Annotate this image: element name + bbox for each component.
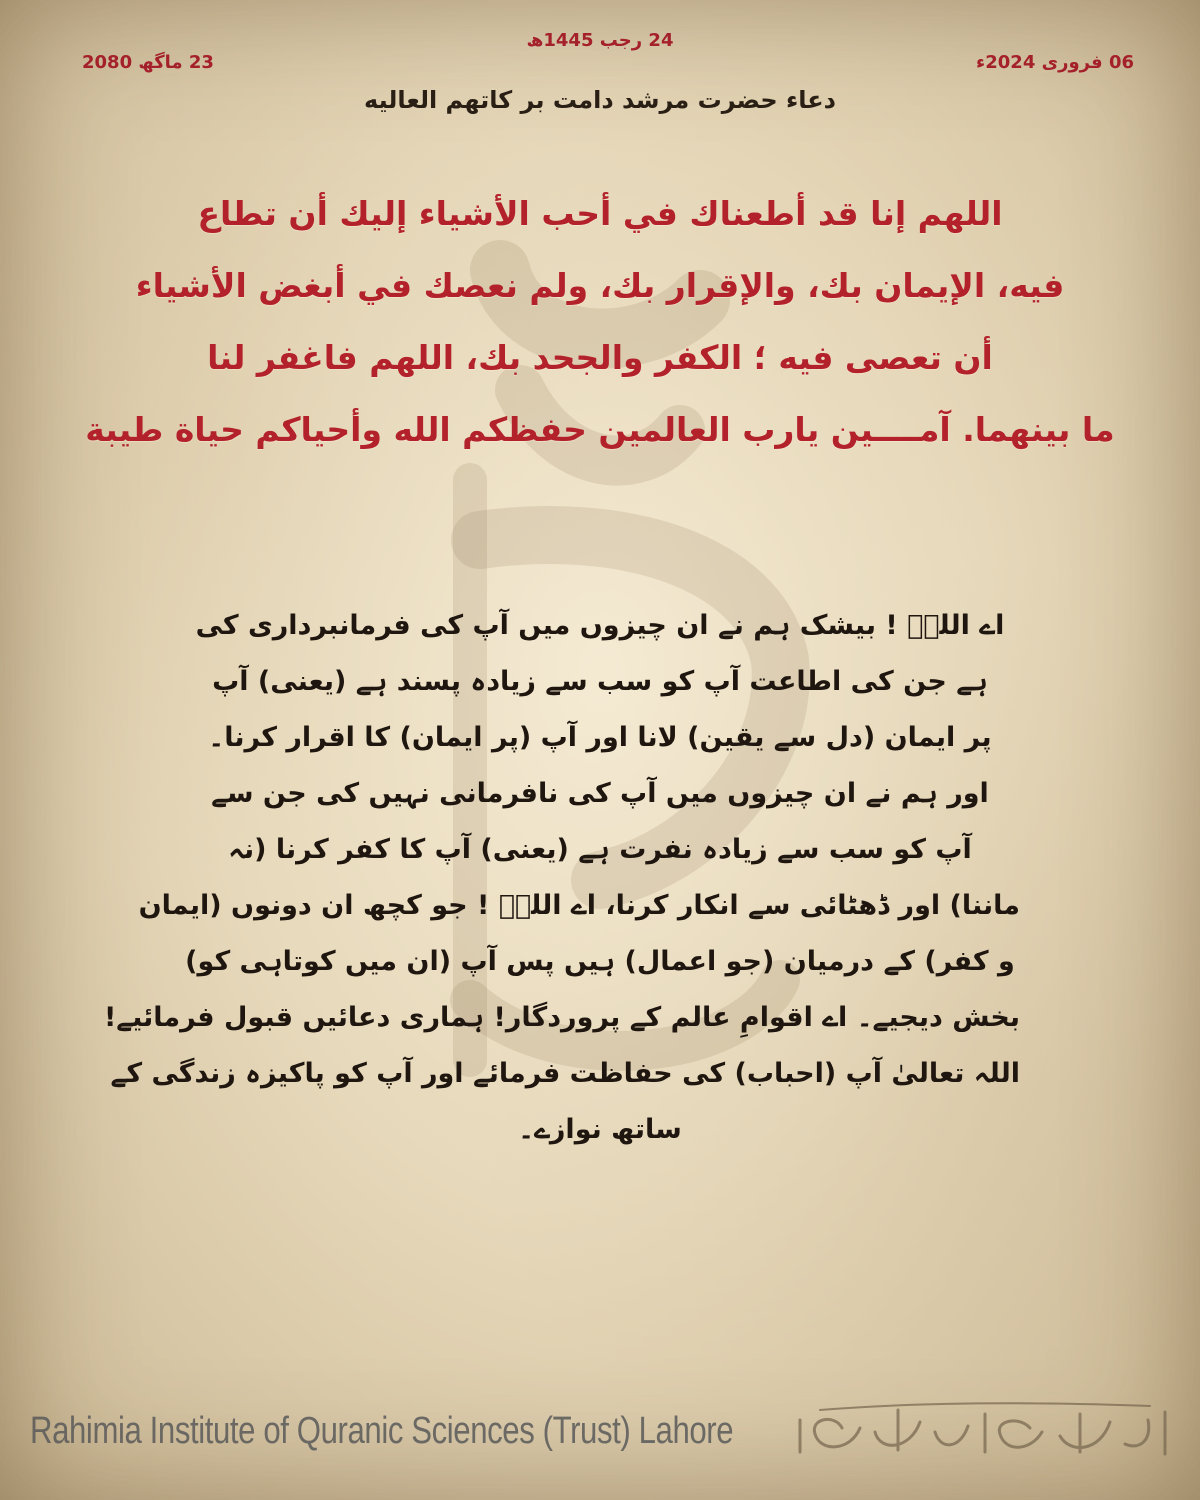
urdu-translation-line: بخش دیجیے۔ اے اقوامِ عالم کے پروردگار! ہماری دعائیں قبول فرمائیے! [103,1002,1020,1033]
arabic-dua-line: فيه، الإيمان بك، والإقرار بك، ولم نعصك في أبغض الأشياء [135,266,1065,305]
institute-calligraphy-logo-icon [780,1392,1180,1472]
arabic-dua [80,178,1120,466]
arabic-dua-line: اللهم إنا قد أطعناك في أحب الأشياء إليك أن تطاع [197,194,1003,233]
urdu-translation-line: اے اللہؐ ! بیشک ہم نے ان چیزوں میں آپ کی فرمانبرداری کی [195,610,1005,641]
urdu-translation-line: ساتھ نوازے۔ [518,1114,682,1145]
gregorian-date: 06 فروری 2024ء [976,52,1134,73]
urdu-translation-line: اللہ تعالیٰ آپ (احباب) کی حفاظت فرمائے اور آپ کو پاکیزہ زندگی کے [110,1058,1020,1089]
institute-name-english: Rahimia Institute of Quranic Sciences (Trust) Lahore [30,1410,734,1452]
urdu-translation [103,598,1020,1158]
urdu-translation-line: ہے جن کی اطاعت آپ کو سب سے زیادہ پسند ہے (یعنی) آپ [212,666,988,697]
hijri-date: 24 رجب 1445ھ [526,30,674,51]
urdu-translation-line: و کفر) کے درمیان (جو اعمال) ہیں پس آپ (ان میں کوتاہی کو) [185,946,1015,977]
arabic-dua-line: ما بينهما. آمــــين يارب العالمين حفظكم الله وأحياكم حياة طيبة [85,410,1115,449]
page-heading: دعاء حضرت مرشد دامت بر کاتھم العالیه [364,86,836,114]
urdu-translation-line: ماننا) اور ڈھٹائی سے انکار کرنا، اے اللہؐ ! جو کچھ ان دونوں (ایمان [138,890,1020,921]
urdu-translation-line: اور ہم نے ان چیزوں میں آپ کی نافرمانی نہیں کی جن سے [211,778,989,809]
urdu-translation-line: آپ کو سب سے زیادہ نفرت ہے (یعنی) آپ کا کفر کرنا (نہ [228,834,972,865]
desi-date: 23 ماگھ 2080 [82,52,214,73]
arabic-dua-line: أن تعصى فيه ؛ الكفر والجحد بك، اللهم فاغفر لنا [207,338,993,377]
urdu-translation-line: پر ایمان (دل سے یقین) لانا اور آپ (پر ایمان) کا اقرار کرنا۔ [208,722,992,753]
